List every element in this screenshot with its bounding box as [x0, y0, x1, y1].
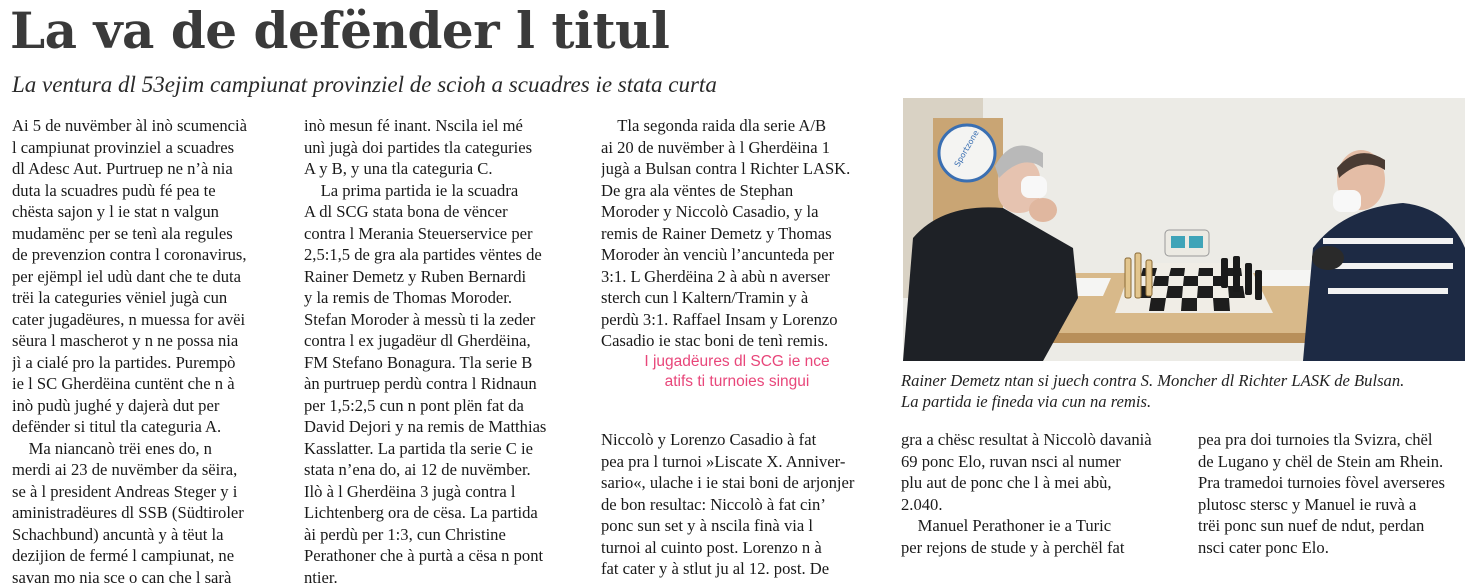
text-line: inò pudù jughé y dajerà dut per: [12, 395, 284, 417]
text-line: Tla segonda raida dla serie A/B: [601, 115, 873, 137]
article-column-1: [12, 115, 284, 588]
text-line: De gra ala vëntes de Stephan: [601, 180, 873, 202]
text-line: Perathoner che à purtà a cësa n pont: [304, 545, 576, 567]
text-line: dl Adesc Aut. Purtruep ne n’à nia: [12, 158, 284, 180]
text-line: gra a chësc resultat à Niccolò davanià: [901, 429, 1181, 451]
text-line: de bon resultac: Niccolò à fat cin’: [601, 494, 873, 516]
text-line: Rainer Demetz y Ruben Bernardi: [304, 266, 576, 288]
pull-quote-line: I jugadëures dl SCG ie nce: [601, 352, 873, 372]
text-line: contra l ex jugadëur dl Gherdëina,: [304, 330, 576, 352]
text-line: Stefan Moroder à messù ti la zeder: [304, 309, 576, 331]
pull-quote-line: atifs ti turnoies singui: [601, 372, 873, 392]
text-line: Pra tramedoi turnoies fòvel averseres: [1198, 472, 1470, 494]
text-line: unì jugà doi partides tla categuries: [304, 137, 576, 159]
text-line: La prima partida ie la scuadra: [304, 180, 576, 202]
text-line: cater jugadëures, n muessa for avëi: [12, 309, 284, 331]
text-line: ponc sun set y à nscila finà via l: [601, 515, 873, 537]
text-line: per rejons de stude y à perchël fat: [901, 537, 1181, 559]
text-line: contra l Merania Steuerservice per: [304, 223, 576, 245]
text-line: ài perdù per 1:3, cun Christine: [304, 524, 576, 546]
text-line: mudamënc per se tenì ala regules: [12, 223, 284, 245]
text-line: inò mesun fé inant. Nscila iel mé: [304, 115, 576, 137]
text-line: aministradëures dl SSB (Südtiroler: [12, 502, 284, 524]
text-line: A dl SCG stata bona de vëncer: [304, 201, 576, 223]
text-line: trëi ponc sun nuef de ndut, perdan: [1198, 515, 1470, 537]
caption-line: Rainer Demetz ntan si juech contra S. Moncher dl Richter LASK de Bulsan.: [901, 370, 1473, 391]
text-line: A y B, y una tla categuria C.: [304, 158, 576, 180]
article-column-2: [304, 115, 576, 588]
text-line: fat cater y à stlut ju al 12. post. De: [601, 558, 873, 580]
text-line: Moroder y Niccolò Casadio, y la: [601, 201, 873, 223]
text-line: chësta sajon y l ie stat n valgun: [12, 201, 284, 223]
text-line: se à l president Andreas Steger y i: [12, 481, 284, 503]
text-line: Ma niancanò trëi enes do, n: [12, 438, 284, 460]
text-line: Schachbund) ancuntà y à tëut la: [12, 524, 284, 546]
text-line: plutosc stersc y Manuel ie ruvà a: [1198, 494, 1470, 516]
text-line: pea pra l turnoi »Liscate X. Anniver-: [601, 451, 873, 473]
text-line: de Lugano y chël de Stein am Rhein.: [1198, 451, 1470, 473]
text-line: Manuel Perathoner ie a Turic: [901, 515, 1181, 537]
text-line: de prevenzion contra l coronavirus,: [12, 244, 284, 266]
text-line: dezijion de fermé l campiunat, ne: [12, 545, 284, 567]
text-line: per 1,5:2,5 cun n pont plën fat da: [304, 395, 576, 417]
text-line: trëi la categuries vëniel jugà cun: [12, 287, 284, 309]
text-line: Lichtenberg ora de cësa. La partida: [304, 502, 576, 524]
text-line: sterch cun l Kaltern/Tramin y à: [601, 287, 873, 309]
text-line: FM Stefano Bonagura. Tla serie B: [304, 352, 576, 374]
article-column-3-continued: [601, 429, 873, 580]
text-line: Niccolò y Lorenzo Casadio à fat: [601, 429, 873, 451]
text-line: per ejëmpl iel udù dant che te duta: [12, 266, 284, 288]
text-line: jì a cialé pro la partides. Purempò: [12, 352, 284, 374]
article-column-4: [901, 429, 1181, 558]
text-line: Casadio ie stac boni de tenì remis.: [601, 330, 873, 352]
text-line: savan mo nia sce o can che l sarà: [12, 567, 284, 588]
text-line: Kasslatter. La partida tla serie C ie: [304, 438, 576, 460]
text-line: ai 20 de nuvëmber à l Gherdëina 1: [601, 137, 873, 159]
subtitle: La ventura dl 53ejim campiunat provinziel de scioh a scuadres ie stata curta: [12, 70, 717, 100]
article-column-3: [601, 115, 873, 352]
chess-photo: [903, 98, 1465, 361]
text-line: duta la scuadres pudù fé pea te: [12, 180, 284, 202]
text-line: Moroder àn venciù l’ancunteda per: [601, 244, 873, 266]
text-line: Ai 5 de nuvëmber àl inò scumencià: [12, 115, 284, 137]
text-line: jugà a Bulsan contra l Richter LASK.: [601, 158, 873, 180]
text-line: perdù 3:1. Raffael Insam y Lorenzo: [601, 309, 873, 331]
text-line: ie l SC Gherdëina cuntënt che n à: [12, 373, 284, 395]
text-line: ntier.: [304, 567, 576, 588]
chess-photo-illustration: [903, 98, 1465, 361]
text-line: defënder si titul tla categuria A.: [12, 416, 284, 438]
text-line: remis de Rainer Demetz y Thomas: [601, 223, 873, 245]
text-line: pea pra doi turnoies tla Svizra, chël: [1198, 429, 1470, 451]
text-line: 2,5:1,5 de gra ala partides vëntes de: [304, 244, 576, 266]
text-line: y la remis de Thomas Moroder.: [304, 287, 576, 309]
article-column-5: [1198, 429, 1470, 558]
photo-caption: [901, 370, 1473, 412]
headline: La va de defënder l titul: [10, 0, 669, 62]
pull-quote: [601, 352, 873, 392]
text-line: 3:1. L Gherdëina 2 à abù n averser: [601, 266, 873, 288]
text-line: plu aut de ponc che l à mei abù,: [901, 472, 1181, 494]
text-line: sario«, ulache i ie stai boni de arjonjer: [601, 472, 873, 494]
text-line: Ilò à l Gherdëina 3 jugà contra l: [304, 481, 576, 503]
caption-line: La partida ie fineda via cun na remis.: [901, 391, 1473, 412]
text-line: turnoi al cuinto post. Lorenzo n à: [601, 537, 873, 559]
text-line: l campiunat provinziel a scuadres: [12, 137, 284, 159]
text-line: sëura l mascherot y n ne possa nia: [12, 330, 284, 352]
text-line: 69 ponc Elo, ruvan nsci al numer: [901, 451, 1181, 473]
text-line: David Dejori y na remis de Matthias: [304, 416, 576, 438]
text-line: merdi ai 23 de nuvëmber da sëira,: [12, 459, 284, 481]
banner-label: Sportzone: [953, 129, 981, 169]
text-line: stata n’ena do, ai 12 de nuvëmber.: [304, 459, 576, 481]
text-line: 2.040.: [901, 494, 1181, 516]
text-line: àn purtruep perdù contra l Ridnaun: [304, 373, 576, 395]
text-line: nsci cater ponc Elo.: [1198, 537, 1470, 559]
